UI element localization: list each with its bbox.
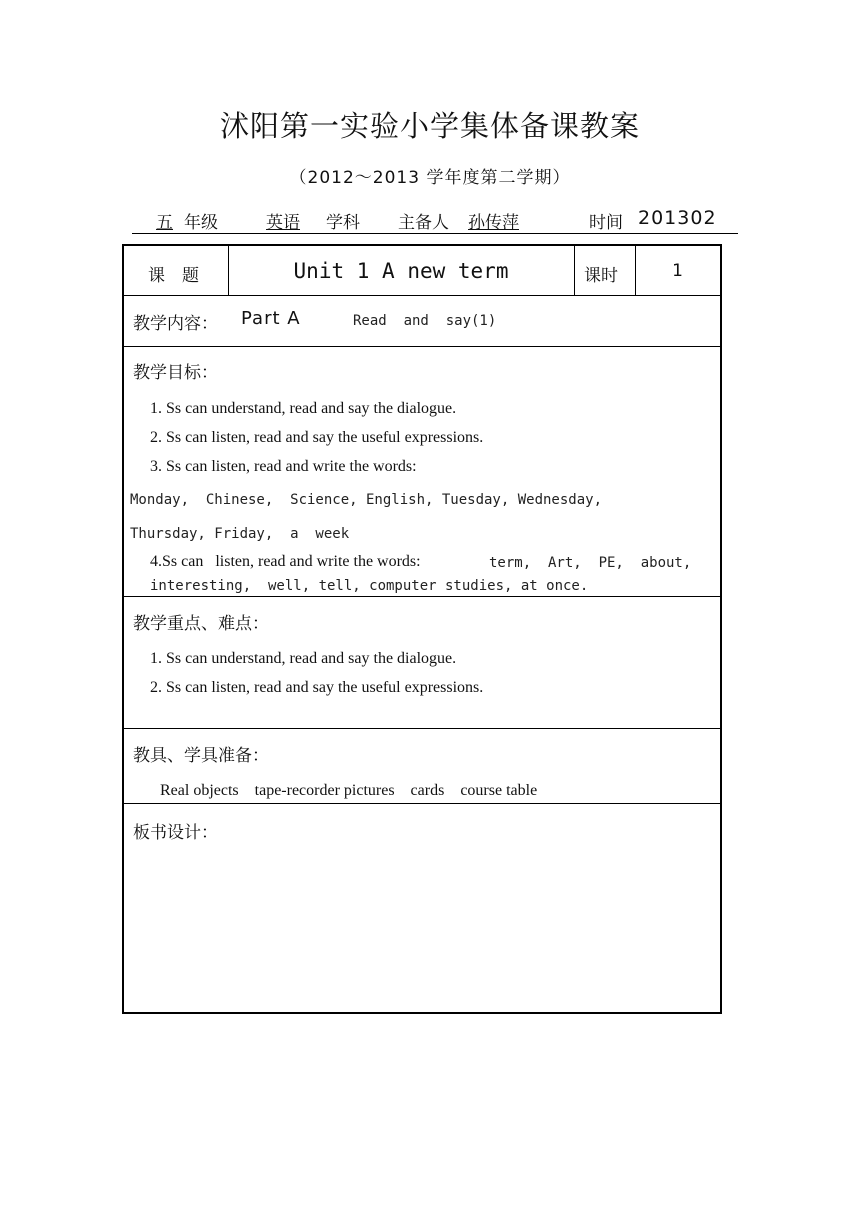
- objective-item: 1. Ss can understand, read and say the dialogue.: [150, 400, 457, 417]
- objective-item: 3. Ss can listen, read and write the words:: [150, 458, 417, 475]
- divider: [124, 596, 720, 597]
- board-label: 板书设计：: [133, 823, 218, 843]
- document-title: 沭阳第一实验小学集体备课教案: [219, 109, 640, 143]
- grade-label: 年级: [184, 213, 218, 233]
- objective-4-words: term, Art, PE, about,: [489, 555, 692, 571]
- key-point-item: 2. Ss can listen, read and say the useful expressions.: [150, 679, 484, 696]
- objective-4-line2: interesting, well, tell, computer studies, at once.: [150, 578, 589, 594]
- words-line: Thursday, Friday, a week: [130, 526, 350, 542]
- key-points-label: 教学重点、难点：: [133, 614, 269, 634]
- content-label: 教学内容：: [133, 314, 218, 334]
- divider: [124, 346, 720, 347]
- divider: [574, 246, 575, 296]
- subject-value: 英语: [266, 213, 300, 233]
- objective-4: 4.Ss can listen, read and write the words:: [150, 553, 421, 570]
- info-line: [132, 206, 738, 234]
- divider: [124, 295, 720, 296]
- objectives-label: 教学目标：: [133, 363, 218, 383]
- content-part: Part A: [241, 308, 301, 329]
- preparer-label: 主备人: [398, 213, 449, 233]
- words-line: Monday, Chinese, Science, English, Tuesday, Wednesday,: [130, 492, 603, 508]
- grade-value: 五: [156, 213, 173, 233]
- topic-label: 课 题: [148, 266, 199, 286]
- key-point-item: 1. Ss can understand, read and say the dialogue.: [150, 650, 457, 667]
- materials-label: 教具、学具准备：: [133, 746, 269, 766]
- divider: [124, 803, 720, 804]
- time-value: 201302: [638, 207, 717, 229]
- divider: [124, 728, 720, 729]
- time-label: 时间: [589, 213, 623, 233]
- lesson-table: [122, 244, 722, 1014]
- subject-label: 学科: [326, 213, 360, 233]
- content-text: Read and say(1): [353, 313, 497, 329]
- objective-item: 2. Ss can listen, read and say the useful expressions.: [150, 429, 484, 446]
- document-subtitle: （2012～2013 学年度第二学期）: [289, 168, 571, 188]
- topic-value: Unit 1 A new term: [293, 259, 509, 283]
- period-value: 1: [672, 261, 683, 281]
- period-label: 课时: [584, 266, 618, 286]
- preparer-value: 孙传萍: [468, 213, 519, 233]
- materials-text: Real objects tape-recorder pictures cards course table: [160, 782, 538, 799]
